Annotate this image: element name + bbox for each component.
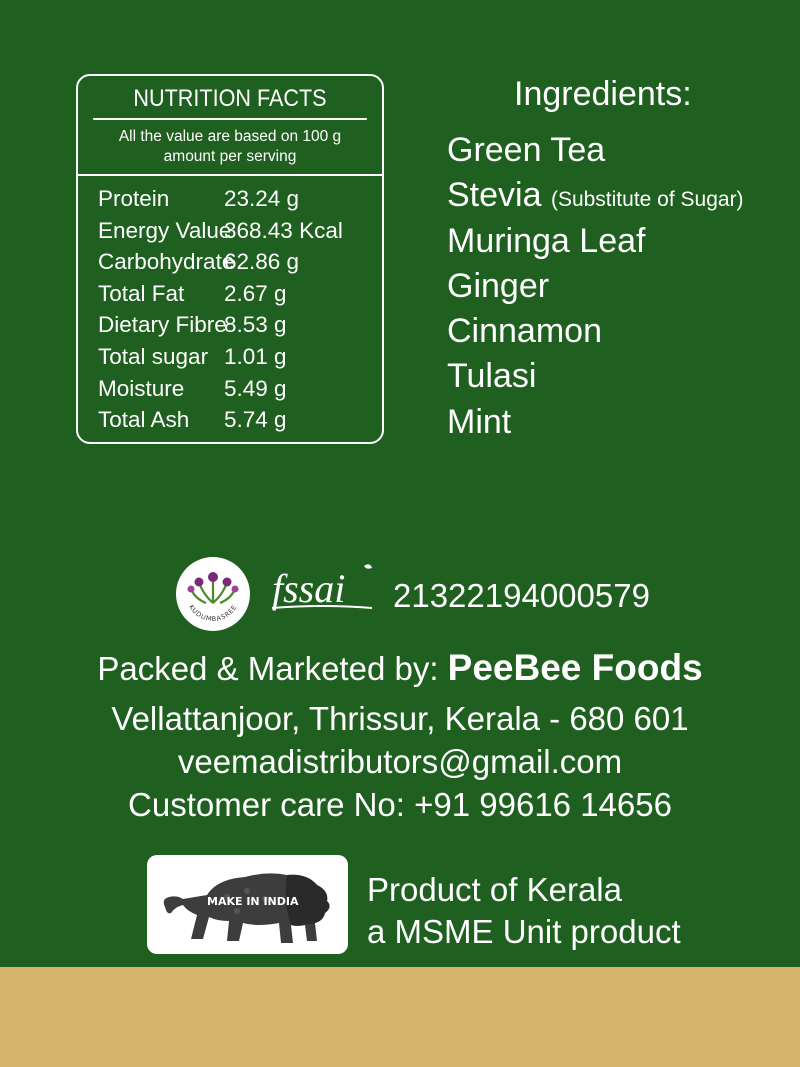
brand-name: PeeBee Foods bbox=[447, 647, 703, 688]
nutrition-row bbox=[78, 341, 382, 373]
nutrition-facts-panel bbox=[76, 74, 384, 444]
product-of-kerala: Product of Kerala bbox=[367, 871, 622, 908]
nutrition-row bbox=[78, 278, 382, 310]
nutrient-value: 5.49 g bbox=[224, 375, 287, 401]
fssai-logo bbox=[268, 560, 378, 616]
make-in-india-lion-icon bbox=[147, 855, 348, 954]
nutrient-value: 8.53 g bbox=[224, 312, 287, 338]
ingredient-item bbox=[447, 264, 744, 309]
nutrition-row bbox=[78, 215, 382, 247]
nutrient-value: 62.86 g bbox=[224, 249, 300, 275]
nutrition-row bbox=[78, 404, 382, 436]
packed-marketed-line bbox=[0, 648, 800, 689]
nutrient-name: Total sugar bbox=[98, 343, 209, 369]
ingredient-item bbox=[447, 354, 744, 399]
nutrient-name: Dietary Fibre bbox=[98, 312, 227, 338]
fssai-logo-graphic bbox=[268, 560, 378, 616]
nutrition-subtitle bbox=[78, 120, 382, 176]
nutrition-row bbox=[78, 183, 382, 215]
nutrition-title: NUTRITION FACTS bbox=[93, 76, 367, 120]
nutrient-value: 1.01 g bbox=[224, 343, 287, 369]
nutrient-value: 23.24 g bbox=[224, 186, 300, 211]
nutrient-value: 2.67 g bbox=[224, 280, 287, 306]
ingredient-name: Tulasi bbox=[447, 357, 537, 396]
fssai-text: fssai bbox=[272, 566, 346, 611]
nutrient-name: Total Fat bbox=[98, 280, 185, 306]
gold-bottom-band bbox=[0, 967, 800, 1067]
msme-unit-product: a MSME Unit product bbox=[367, 913, 681, 950]
nutrient-value: 5.74 g bbox=[224, 407, 287, 433]
packer-address: Vellattanjoor, Thrissur, Kerala - 680 601 bbox=[111, 700, 689, 737]
nutrition-row bbox=[78, 309, 382, 341]
ingredient-name: Cinnamon bbox=[447, 312, 602, 351]
make-in-india-logo bbox=[147, 855, 348, 954]
stevia-note: (Substitute of Sugar) bbox=[550, 188, 744, 212]
nutrient-name: Energy Value bbox=[98, 217, 232, 243]
nutrient-name: Protein bbox=[98, 186, 170, 211]
ingredient-item bbox=[447, 173, 744, 218]
packer-email: veemadistributors@gmail.com bbox=[177, 743, 623, 780]
nutrition-rows bbox=[78, 176, 382, 436]
nutrition-subtitle-line1: All the value are based on 100 g bbox=[118, 128, 342, 145]
ingredient-item bbox=[447, 400, 744, 445]
ingredient-name: Stevia bbox=[447, 176, 542, 215]
ingredient-item bbox=[447, 128, 744, 173]
ingredient-name: Mint bbox=[447, 402, 512, 441]
kudumbashree-logo-icon bbox=[176, 557, 250, 631]
kudumbashree-logo-graphic bbox=[176, 557, 250, 631]
nutrition-subtitle-line2: amount per serving bbox=[163, 148, 297, 165]
ingredient-item bbox=[447, 219, 744, 264]
ingredient-name: Green Tea bbox=[447, 131, 606, 169]
nutrient-name: Total Ash bbox=[98, 407, 190, 433]
customer-care-number: Customer care No: +91 99616 14656 bbox=[128, 786, 672, 823]
ingredients-list bbox=[447, 128, 744, 445]
nutrient-name: Moisture bbox=[98, 375, 185, 401]
kudumbashree-text: KUDUMBASREE bbox=[187, 603, 239, 624]
nutrition-row bbox=[78, 246, 382, 278]
fssai-license-number: 21322194000579 bbox=[393, 577, 650, 614]
ingredients-title: Ingredients: bbox=[514, 75, 692, 113]
nutrition-row bbox=[78, 373, 382, 405]
nutrient-value: 368.43 Kcal bbox=[224, 217, 343, 243]
make-in-india-text: MAKE IN INDIA bbox=[207, 895, 299, 908]
ingredient-item bbox=[447, 309, 744, 354]
svg-text:KUDUMBASREE bbox=[187, 603, 239, 623]
ingredient-name: Ginger bbox=[447, 266, 550, 305]
packed-label: Packed & Marketed by: bbox=[97, 650, 448, 687]
nutrient-name: Carbohydrate bbox=[98, 249, 235, 275]
ingredient-name: Muringa Leaf bbox=[447, 221, 646, 260]
